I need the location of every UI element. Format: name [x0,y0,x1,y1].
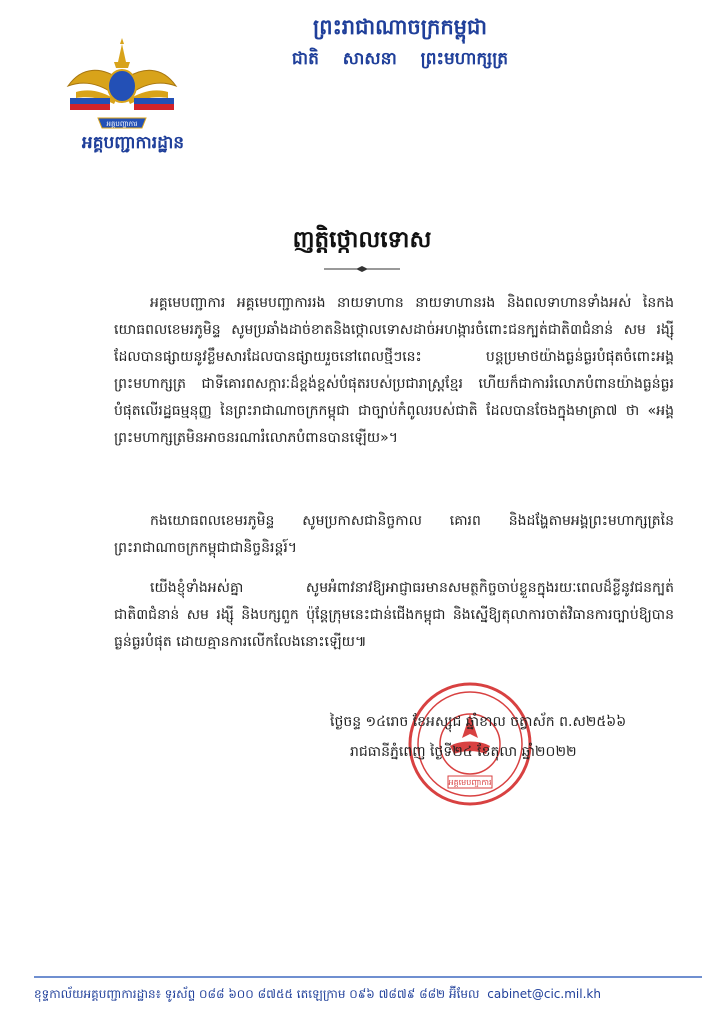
footer-contact-text: ខុទ្ទកាល័យអគ្គបញ្ជាការដ្ឋាន៖ ទូរស័ព្ទ ០៨៨ ៦០០ ៨៧៥៥ តេឡេក្រាម ០៩៦ ៧៨៧៩ ៨៨២ អ៊ីមែល [34,987,480,1001]
emblem-ribbon-text: អគ្គបញ្ជាការ [106,120,138,128]
document-title: ញត្តិថ្កោលទោស [292,227,432,253]
paragraph-1 [114,290,674,452]
paragraph-3 [114,575,674,656]
date-solar: រាជធានីភ្នំពេញ ថ្ងៃទី២៤ ខែតុលា ឆ្នាំ២០២២ [350,744,577,760]
footer-divider [34,976,702,978]
national-motto: ជាតិ សាសនា ព្រះមហាក្សត្រ [291,49,509,69]
paragraph-1-text: អគ្គមេបញ្ជាការ អគ្គមេបញ្ជាការរង នាយទាហាន នាយទាហានរង និងពលទាហានទាំងអស់ នៃកងយោធពលខេមរភូមិន្ទ សូមប្រឆាំងដាច់ខាតនិងថ្កោលទោសដាច់អហង្ការចំពោះជនក្បត់ជាតិ៣ជំនាន់ សម រង្ស៊ី ដែលបានផ្សាយនូវខ្លឹមសារដែលបានផ្សាយរួចនៅពេលថ្មីៗនេះ បន្តប្រមាថយ៉ាងធ្ងន់ធ្ងរបំផុតចំពោះអង្គព្រះមហាក្សត្រ ជាទីគោរពសក្ការៈដ៏ខ្ពង់ខ្ពស់បំផុតរបស់ប្រជារាស្ត្រខ្មែរ ហើយក៏ជាការរំលោភបំពានយ៉ាងធ្ងន់ធ្ងរបំផុតលើរដ្ឋធម្មនុញ្ញ នៃព្រះរាជាណាចក្រកម្ពុជា ជាច្បាប់កំពូលរបស់ជាតិ ដែលបានចែងក្នុងមាត្រា៧ ថា «អង្គព្រះមហាក្សត្រមិនអាចនរណារំលោភបំពានបានឡើយ»។ [114,295,674,446]
army-emblem-icon [62,36,182,136]
footer-email-link[interactable]: cabinet@cic.mil.kh [487,987,601,1001]
title-ornament-icon [322,264,402,274]
footer-contact [34,986,702,1004]
date-lunar: ថ្ងៃចន្ទ ១៤រោច ខែអស្សុជ ឆ្នាំខាល ចត្វាស័ក ព.ស២៥៦៦ [330,714,627,730]
paragraph-3-text: យើងខ្ញុំទាំងអស់គ្នា សូមអំពាវនាវឱ្យអាជ្ញាធរមានសមត្ថកិច្ចចាប់ខ្លួនក្នុងរយៈពេលដ៏ខ្លីនូវជនក្បត់ជាតិ៣ជំនាន់ សម រង្ស៊ី និងបក្សពួក ប៉ុន្តែក្រុមនេះជាន់ជើងកម្ពុជា និងស្នើឱ្យតុលាការចាត់វិធានការច្បាប់ឱ្យបានធ្ងន់ធ្ងរបំផុត ដោយគ្មានការលើកលែងនោះឡើយ៕ [114,580,674,650]
paragraph-2 [114,508,674,562]
org-name: អគ្គបញ្ជាការដ្ឋាន [81,133,185,153]
seal-text: អគ្គមេបញ្ជាការ [448,778,492,787]
kingdom-title: ព្រះរាជាណាចក្រកម្ពុជា [312,15,487,39]
paragraph-2-text: កងយោធពលខេមរភូមិន្ទ សូមប្រកាសជានិច្ចកាល គោរព និងដង្ហែតាមអង្គព្រះមហាក្សត្រនៃព្រះរាជាណាចក្រកម្ពុជាជានិច្ចនិរន្តរ៍។ [114,513,674,556]
